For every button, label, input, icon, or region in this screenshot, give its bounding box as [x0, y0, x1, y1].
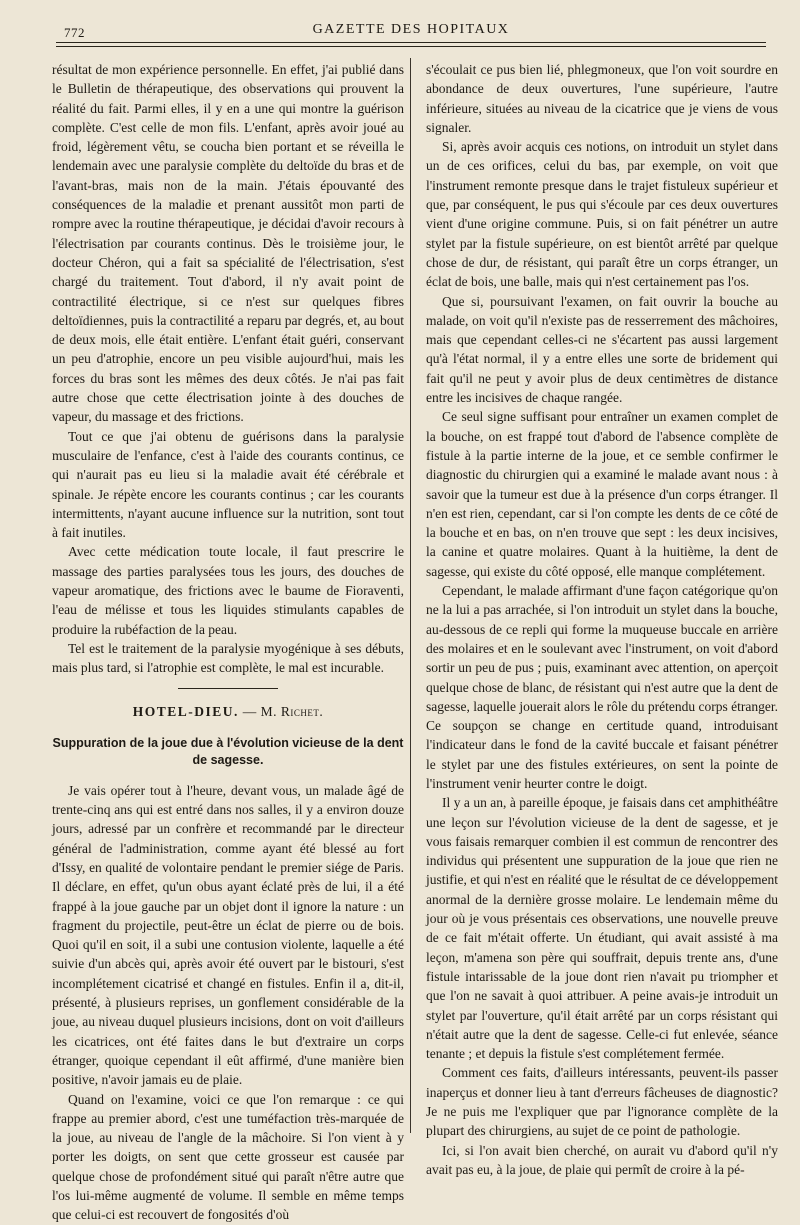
paragraph: s'écoulait ce pus bien lié, phlegmoneux, que l'on voit sourdre en abondance de deux ouvertures, l'une supérieure, l'autre inférieure, situées au niveau de la cicatrice que je viens de vous signaler. — [426, 62, 778, 135]
journal-title: GAZETTE DES HOPITAUX — [312, 22, 510, 37]
left-column — [52, 60, 404, 1225]
paragraph: Ici, si l'on avait bien cherché, on aurait vu d'abord qu'il n'y avait pas eu, à la joue, de plaie qui permît de croire à la pé- — [426, 1142, 778, 1177]
right-column — [426, 60, 778, 1179]
paragraph: résultat de mon expérience personnelle. En effet, j'ai publié dans le Bulletin de thérapeutique, des observations qui prouvent la réalité du fait. Parmi elles, il y en a une qui montre la guérison complète. C'est celle de mon fils. L'enfant, après avoir joué au froid, légèrement vêtu, se coucha bien portant et se réveilla le lendemain avec une paralysie complète du deltoïde du bras et de l'avant-bras, mais non de la main. J'étais épouvanté des conséquences de la maladie et prenant aussitôt mon parti de rompre avec la routine thérapeutique, je décidai d'avoir recours à l'électrisation par courants continus. Dès le troisième jour, le docteur Chéron, qui a fait sa spécialité de l'électrisation, s'est chargé du traitement. Tout d'abord, il n'y avait point de contractilité électrique, si ce n'est sur quelques fibres deltoïdiennes, puis la contractilité a reparu par degrés, et, au bout de deux mois, elle était entière. L'enfant était guéri, conservant un peu d'atrophie, encore un peu visible aujourd'hui, mais les forces du bras sont les mêmes des deux côtés. Je n'ai pas fait autre chose que cette électrisation jointe à des douches de vapeur, du massage et des frictions. — [52, 62, 404, 425]
paragraph: Il y a un an, à pareille époque, je faisais dans cet amphithéâtre une leçon sur l'évolution vicieuse de la dent de sagesse, et je vous faisais remarquer combien il est commun de rencontrer des individus qui présentent une suppuration de la joue que rien ne justifie, et qui n'est en réalité que le résultat de ce développement anormal de la dernière grosse molaire. Le lendemain même du jour où je vous présentais ces observations, une nouvelle preuve de ce fait m'était offerte. Un étudiant, qui avait assisté à ma leçon, m'amena son père qui souffrait, depuis trente ans, d'une fistule intarissable de la joue dont rien n'avait pu triompher et que l'on ne savait à quoi attribuer. A peine avais-je introduit un stylet par l'ouverture, qu'il était arrêté par un corps résistant qui n'était autre que la dent de sagesse. Celle-ci fut enlevée, séance tenante ; et depuis la fistule s'est complétement fermée. — [426, 795, 778, 1062]
paragraph: Comment ces faits, d'ailleurs intéressants, peuvent-ils passer inaperçus et donner lieu à tant d'erreurs fâcheuses de diagnostic? Je ne puis me l'expliquer que par l'ignorance complète de la plupart des chirurgiens, au sujet de ce point de pathologie. — [426, 1065, 778, 1139]
paragraph: Quand on l'examine, voici ce que l'on remarque : ce qui frappe au premier abord, c'est une tuméfaction très-marquée de la joue, au niveau de l'angle de la mâchoire. Si l'on vient à y porter les doigts, on sent que cette grosseur est causée par quelque chose de profondément situé qui paraît n'être autre que l'os lui-même augmenté de volume. Il semble en même temps que celui-ci est recouvert de fongosités d'où — [52, 1091, 404, 1223]
author-name: Richet. — [280, 703, 324, 719]
hospital-name: HOTEL-DIEU. — [132, 703, 239, 719]
paragraph: Si, après avoir acquis ces notions, on introduit un stylet dans un de ces orifices, celui du bas, par exemple, on voit que l'instrument remonte presque dans le trajet fistuleux supérieur et que, par conséquent, le pus qui s'écoule par ces deux ouvertures vient d'une origine commune. Puis, si on fait pénétrer un autre stylet par la fistule supérieure, on est bientôt arrêté par quelque chose de dur, de résistant, qui paraît être un corps étranger, un éclat de bois, une balle, mais qui n'est certainement pas l'os. — [426, 139, 778, 290]
header-rule-double — [56, 46, 766, 47]
column-divider — [410, 58, 411, 1133]
paragraph: Tel est le traitement de la paralysie myogénique à ses débuts, mais plus tard, si l'atrophie est complète, le mal est incurable. — [52, 640, 404, 676]
paragraph: Avec cette médication toute locale, il faut prescrire le massage des parties paralysées tous les jours, des douches de vapeur aromatique, des frictions avec le baume de Fioraventi, l'eau de mélisse et tous les liquides stimulants capables de produire la rubéfaction de la peau. — [52, 544, 404, 637]
header-rule — [56, 42, 766, 43]
paragraph: Que si, poursuivant l'examen, on fait ouvrir la bouche au malade, on voit qu'il n'existe pas de resserrement des mâchoires, mais que cependant celles-ci ne s'écartent pas aussi largement qu'à l'état normal, il y a entre elles une sorte de bridement qui fait qu'il ne peut y avoir plus de deux centimètres de distance entre les incisives de chaque rangée. — [426, 293, 778, 406]
section-dash: — M. — [238, 703, 281, 719]
page-header — [56, 20, 766, 44]
section-heading — [52, 702, 404, 721]
paragraph: Je vais opérer tout à l'heure, devant vous, un malade âgé de trente-cinq ans qui est entré dans nos salles, il y a environ douze jours, adressé par un confrère et recommandé par le directeur général de l'administration, comme ayant été blessé au fort d'Issy, en qualité de volontaire pendant le premier siége de Paris. Il déclare, en effet, qu'un obus ayant éclaté près de lui, il a été frappé à la joue gauche par un objet dont il ignore la nature : un fragment du projectile, peut-être un éclat de pierre ou de bois. Quoi qu'il en soit, il a subi une contusion violente, laquelle a été suivie d'un abcès qui, après avoir été ouvert par le bistouri, s'est incomplétement cicatrisé et changé en fistules. Enfin il a, dit-il, présenté, à plusieurs reprises, un gonflement considérable de la joue, au niveau duquel plusieurs incisions, dont on voit d'ailleurs les cicatrices, ont été faites dans le but d'extraire un corps étranger, quoique cependant il eût affirmé, d'une manière bien positive, n'avoir jamais eu de plaie. — [52, 782, 404, 1088]
paragraph: Ce seul signe suffisant pour entraîner un examen complet de la bouche, on est frappé tout d'abord de l'absence complète de fistule à la partie interne de la joue, et ce semble confirmer le diagnostic du chirurgien qui a examiné le malade avant nous : à savoir que la tumeur est due à la présence d'un corps étranger. Il n'en est rien, cependant, car si l'on compte les dents de ce côté de la bouche et en bas, on n'en trouve que sept : les deux incisives, la canine et quatre molaires. Quant à la huitième, la dent de sagesse, qui existe du côté opposé, elle manque complétement. — [426, 409, 778, 579]
paragraph: Tout ce que j'ai obtenu de guérisons dans la paralysie musculaire de l'enfance, c'est à l'aide des courants continus, ce qui n'aurait pas eu lieu si la maladie avait été cérébrale et spinale. Je répète encore les courants continus ; car les courants intermittents, n'ayant aucune influence sur la nutrition, sont tout à fait inutiles. — [52, 428, 404, 541]
paragraph: Cependant, le malade affirmant d'une façon catégorique qu'on ne la lui a pas arrachée, si l'on introduit un stylet dans la bouche, au-dessous de ce repli qui forme la muqueuse buccale en arrière des molaires et en le soulevant avec l'instrument, on voit d'abord sortir un peu de pus ; puis, examinant avec attention, on aperçoit quelque chose de blanc, de résistant qui n'est autre que la dent de sagesse, laquelle jouerait alors le rôle du prétendu corps étranger. Ce soupçon se change en certitude quand, introduisant l'indicateur dans le fond de la cavité buccale et faisant pénétrer le stylet par une des fistules extérieures, on sent la pointe de l'instrument venir heurter contre le doigt. — [426, 583, 778, 791]
article-title: Suppuration de la joue due à l'évolution vicieuse de la dent de sagesse. — [52, 735, 404, 767]
page-number: 772 — [64, 25, 85, 40]
section-separator — [52, 678, 404, 700]
